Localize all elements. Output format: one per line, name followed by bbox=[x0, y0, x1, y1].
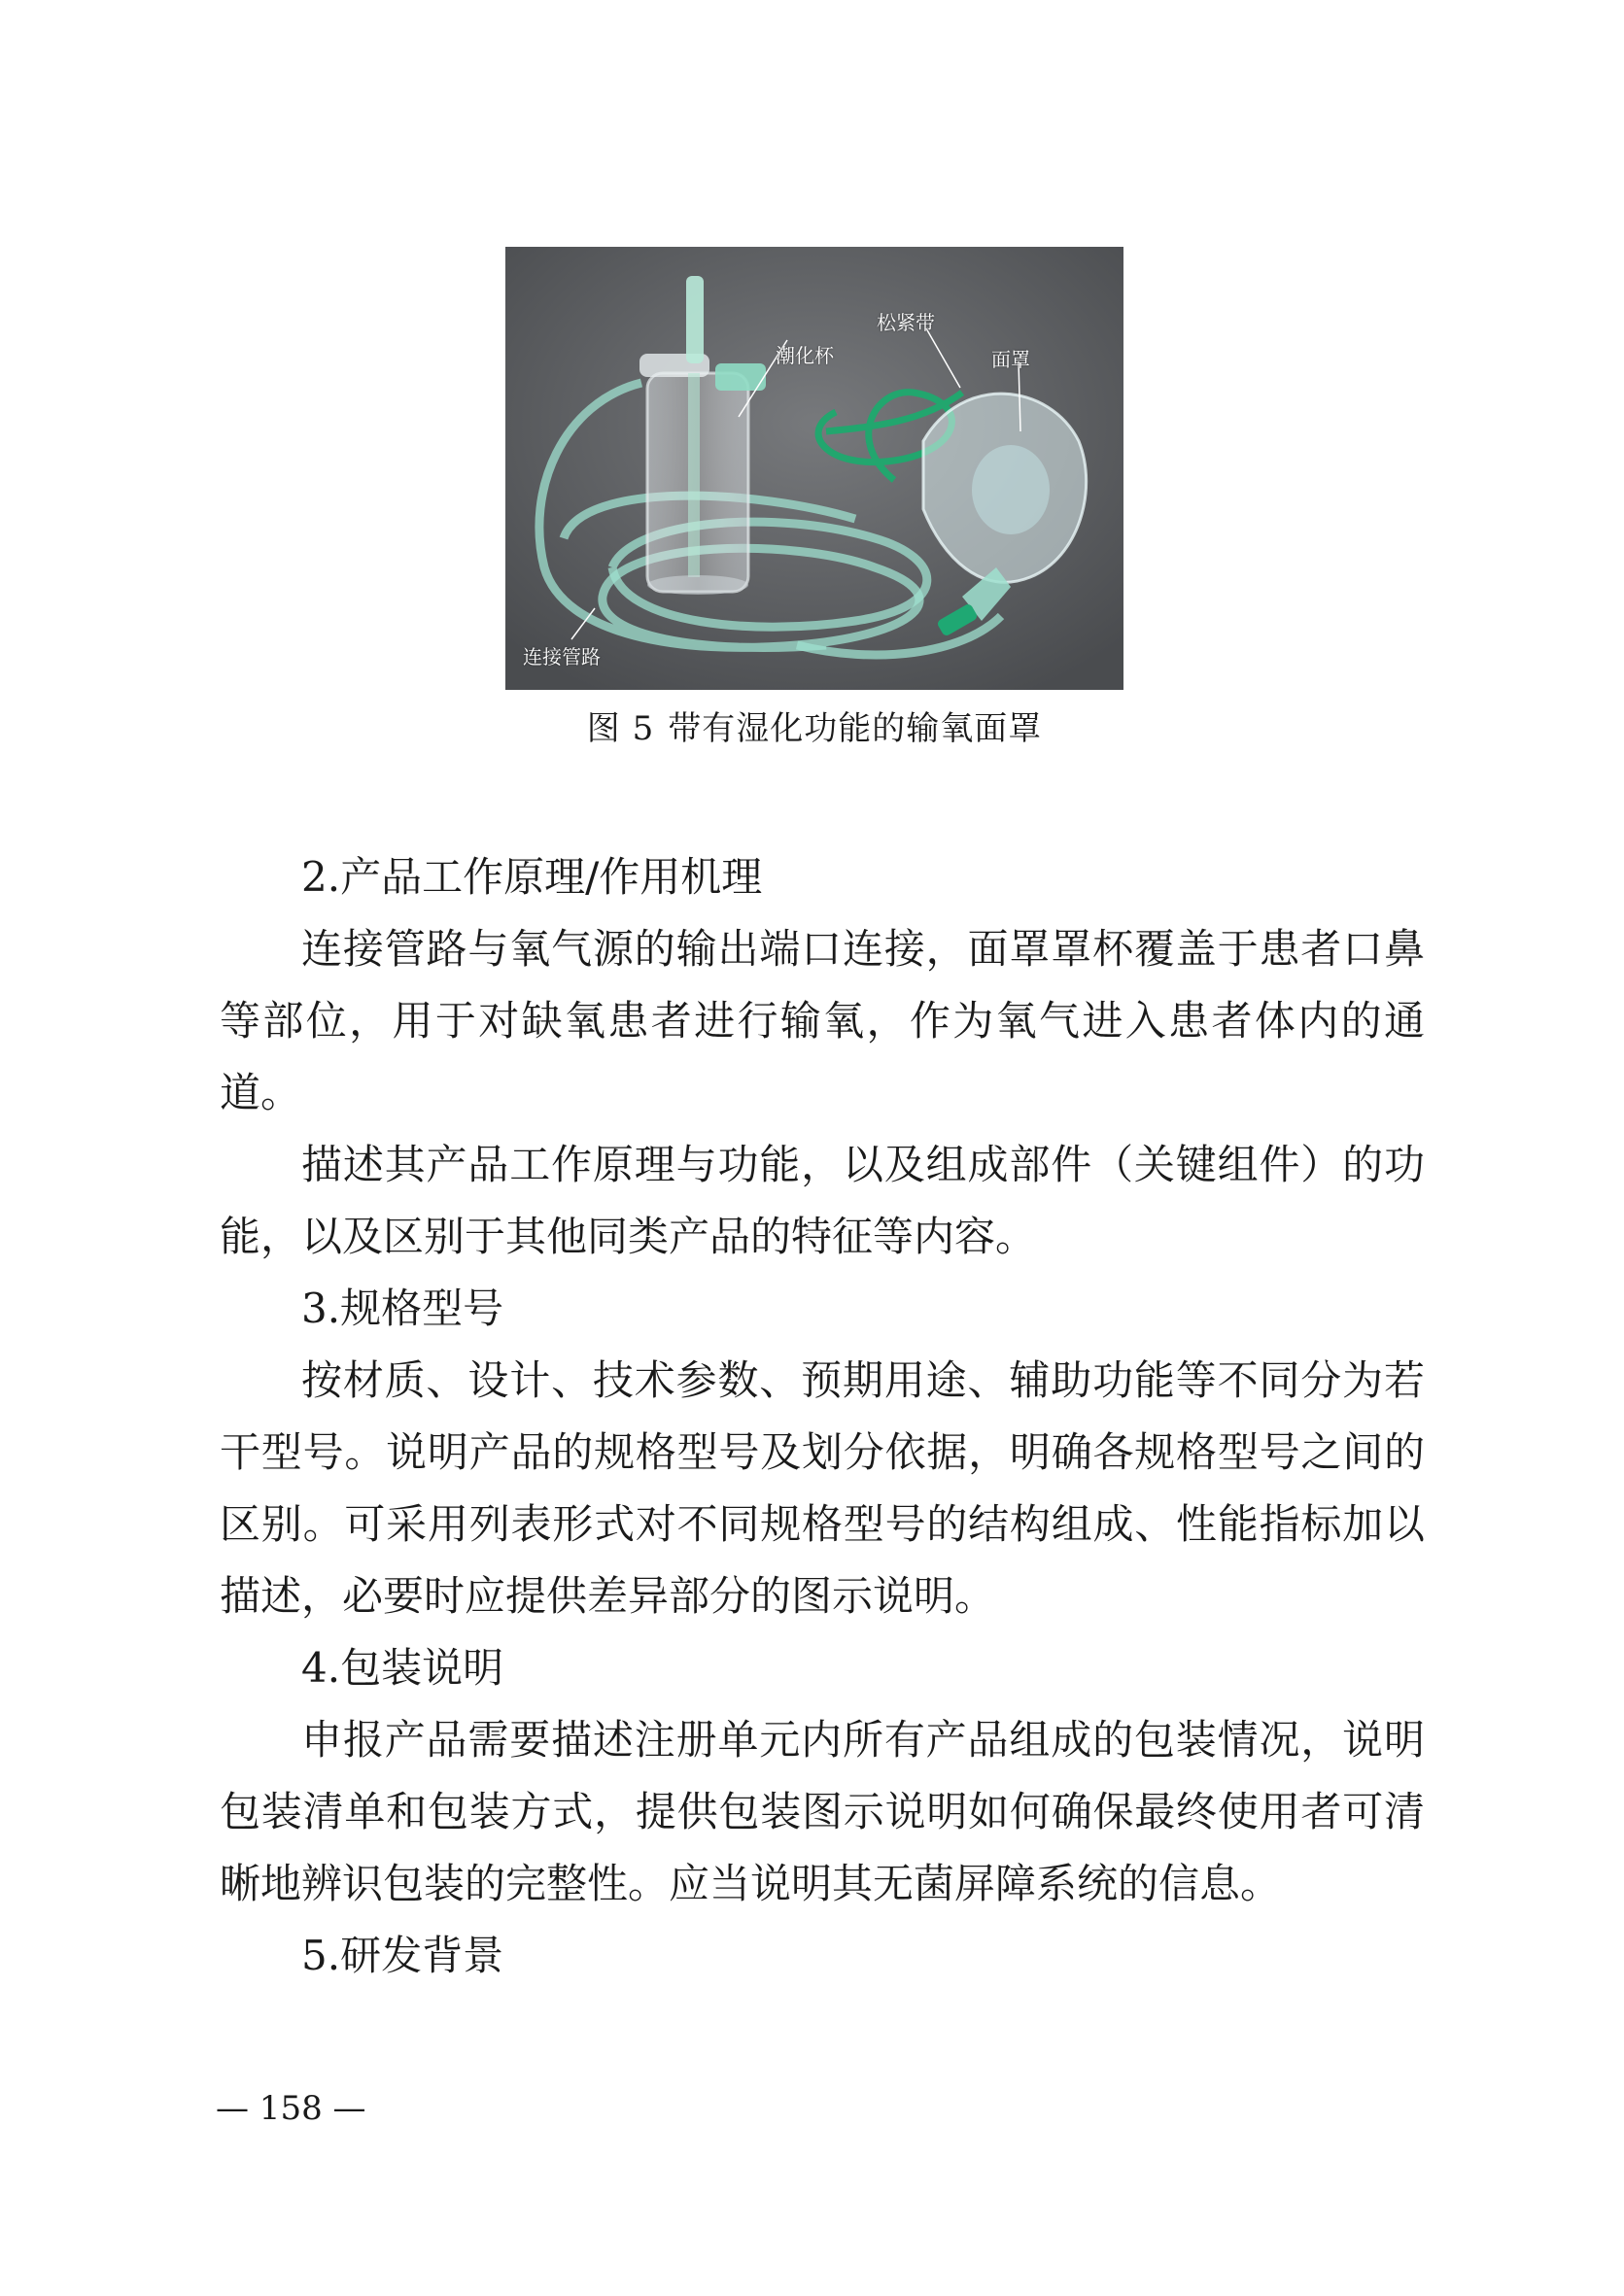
section-heading: 4.包装说明 bbox=[301, 1644, 504, 1692]
label-tubing: 连接管路 bbox=[523, 645, 601, 668]
paragraph: 按材质、设计、技术参数、预期用途、辅助功能等不同分为若干型号。说明产品的规格型号及划分依据，明确各规格型号之间的区别。可采用列表形式对不同规格型号的结构组成、性能指标加以描述，必要时应提供差异部分的图示说明。 bbox=[220, 1356, 1425, 1620]
page-number: — 158 — bbox=[216, 2089, 366, 2128]
paragraph: 连接管路与氧气源的输出端口连接，面罩罩杯覆盖于患者口鼻等部位，用于对缺氧患者进行输氧，作为氧气进入患者体内的通道。 bbox=[220, 925, 1425, 1116]
section-heading: 2.产品工作原理/作用机理 bbox=[301, 853, 763, 901]
section-heading: 5.研发背景 bbox=[301, 1932, 504, 1979]
figure-caption bbox=[505, 709, 1123, 748]
label-mask: 面罩 bbox=[991, 348, 1030, 371]
oxygen-mask-illustration bbox=[505, 247, 1123, 690]
figure-title: 带有湿化功能的输氧面罩 bbox=[668, 709, 1043, 748]
paragraph: 申报产品需要描述注册单元内所有产品组成的包装情况，说明包装清单和包装方式，提供包装图示说明如何确保最终使用者可清晰地辨识包装的完整性。应当说明其无菌屏障系统的信息。 bbox=[220, 1716, 1425, 1907]
figure-photo bbox=[505, 247, 1123, 690]
figure-number: 图 5 bbox=[586, 709, 655, 748]
body-text bbox=[220, 841, 1425, 1992]
label-strap: 松紧带 bbox=[877, 311, 935, 334]
section-heading: 3.规格型号 bbox=[301, 1285, 504, 1332]
label-humidifier-cup: 潮化杯 bbox=[776, 344, 834, 367]
paragraph: 描述其产品工作原理与功能，以及组成部件（关键组件）的功能，以及区别于其他同类产品的特征等内容。 bbox=[220, 1141, 1425, 1260]
